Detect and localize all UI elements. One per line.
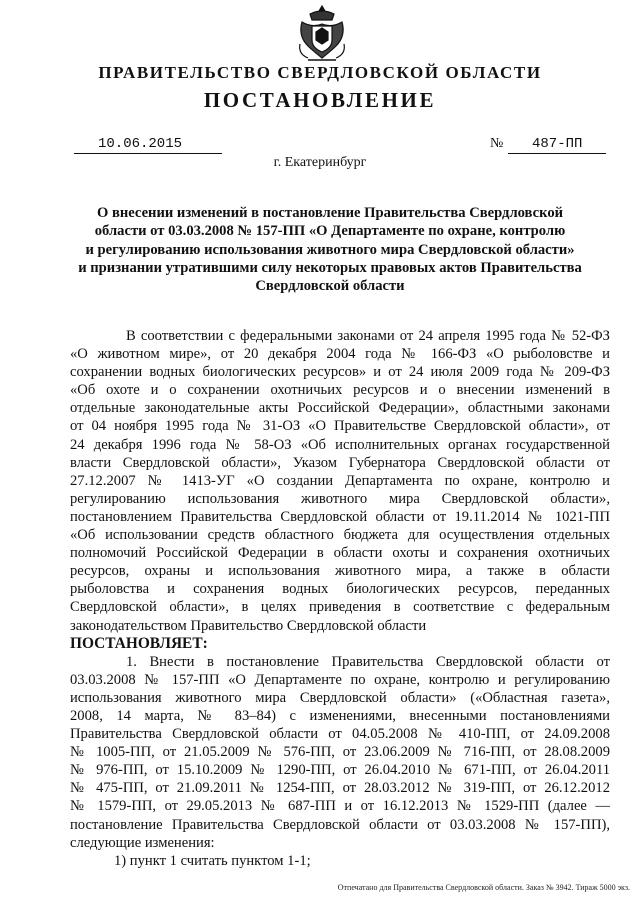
item-line: № 1579-ПП, от 29.05.2013 № 687-ПП и от 16.12.2013 № 1529-ПП (далее — xyxy=(70,798,610,815)
document-type: ПОСТАНОВЛЕНИЕ xyxy=(203,88,437,112)
title-line: области от 03.03.2008 № 157-ПП «О Департаменте по охране, контролю xyxy=(94,223,566,240)
document-body xyxy=(70,327,610,870)
item-line: использования животного мира Свердловской области» («Областная газета», xyxy=(70,689,610,706)
item-line: следующие изменения: xyxy=(70,834,215,851)
body-line: сохранении водных биологических ресурсов» и от 24 июля 2009 года № 209-ФЗ xyxy=(70,364,610,381)
title-line: и признании утратившими силу некоторых правовых актов Правительства xyxy=(78,259,582,276)
item-line: 2008, 14 марта, № 83–84) с изменениями, внесенными постановлениями xyxy=(70,707,610,724)
body-line: рыболовства и сохранения водных биологических ресурсов, переданных xyxy=(70,581,610,598)
item-line: № 475-ПП, от 21.09.2011 № 1254-ПП, от 28.03.2012 № 319-ПП, от 26.12.2012 xyxy=(70,780,610,797)
body-line: Свердловской области», в целях приведения в соответствие с федеральным xyxy=(70,599,610,616)
body-line: «Об использовании средств областного бюджета для осуществления отдельных xyxy=(70,527,610,544)
body-line: «Об охоте и о сохранении охотничьих ресурсов и о внесении изменений в xyxy=(70,382,610,399)
number-sign: № xyxy=(490,136,504,151)
body-line: от 04 ноября 1995 года № 31-ОЗ «О Правительстве Свердловской области», от xyxy=(70,418,610,435)
subitem-line: 1) пункт 1 считать пунктом 1-1; xyxy=(114,852,311,869)
item-line: Правительства Свердловской области от 04.05.2008 № 410-ПП, от 24.09.2008 xyxy=(70,726,610,743)
item-line: 1. Внести в постановление Правительства Свердловской области от xyxy=(126,653,610,670)
item-line: № 976-ПП, от 15.10.2009 № 1290-ПП, от 26.04.2010 № 671-ПП, от 26.04.2011 xyxy=(70,762,610,779)
body-line: «О животном мире», от 20 декабря 2004 года № 166-ФЗ «О рыболовстве и xyxy=(70,346,610,363)
document-date: 10.06.2015 xyxy=(74,136,222,154)
resolves-heading: ПОСТАНОВЛЯЕТ: xyxy=(70,634,208,652)
item-line: постановление Правительства Свердловской области от 03.03.2008 № 157-ПП), xyxy=(70,816,610,833)
item-line: 03.03.2008 № 157-ПП «О Департаменте по охране, контролю и регулированию xyxy=(70,671,610,688)
body-line: законодательством Правительство Свердловской области xyxy=(70,617,427,634)
document-title xyxy=(60,204,600,295)
body-line: полномочий Российской Федерации в области охоты и сохранения охотничьих xyxy=(70,545,610,562)
coat-of-arms-icon xyxy=(296,4,348,64)
title-line: и регулированию использования животного мира Свердловской области» xyxy=(85,241,575,258)
body-line: отдельные законодательные акты Российской Федерации», областными законами xyxy=(70,400,610,417)
body-line: регулированию использования животного мира Свердловской области», xyxy=(70,490,610,507)
body-line: постановлением Правительства Свердловской области от 19.11.2014 № 1021-ПП xyxy=(70,508,610,525)
print-footer: Отпечатано для Правительства Свердловской области. Заказ № 3942. Тираж 5000 экз. xyxy=(337,883,630,892)
body-line: 27.12.2007 № 1413-УГ «О создании Департамента по охране, контролю и xyxy=(70,472,610,489)
item-line: № 1005-ПП, от 21.05.2009 № 576-ПП, от 23.06.2009 № 716-ПП, от 28.08.2009 xyxy=(70,744,610,761)
body-line: ресурсов, охраны и использования животного мира, а также в области xyxy=(70,563,610,580)
body-line: 24 декабря 1996 года № 58-ОЗ «Об исполнительных органах государственной xyxy=(70,436,610,453)
organization-name: ПРАВИТЕЛЬСТВО СВЕРДЛОВСКОЙ ОБЛАСТИ xyxy=(98,63,542,82)
title-line: О внесении изменений в постановление Правительства Свердловской xyxy=(96,205,564,221)
document-city: г. Екатеринбург xyxy=(273,155,367,170)
title-line: Свердловской области xyxy=(255,278,405,295)
document-number: 487-ПП xyxy=(508,136,606,154)
body-line: В соответствии с федеральными законами от 24 апреля 1995 года № 52-ФЗ xyxy=(126,328,610,344)
body-line: власти Свердловской области», Указом Губернатора Свердловской области от xyxy=(70,454,610,471)
